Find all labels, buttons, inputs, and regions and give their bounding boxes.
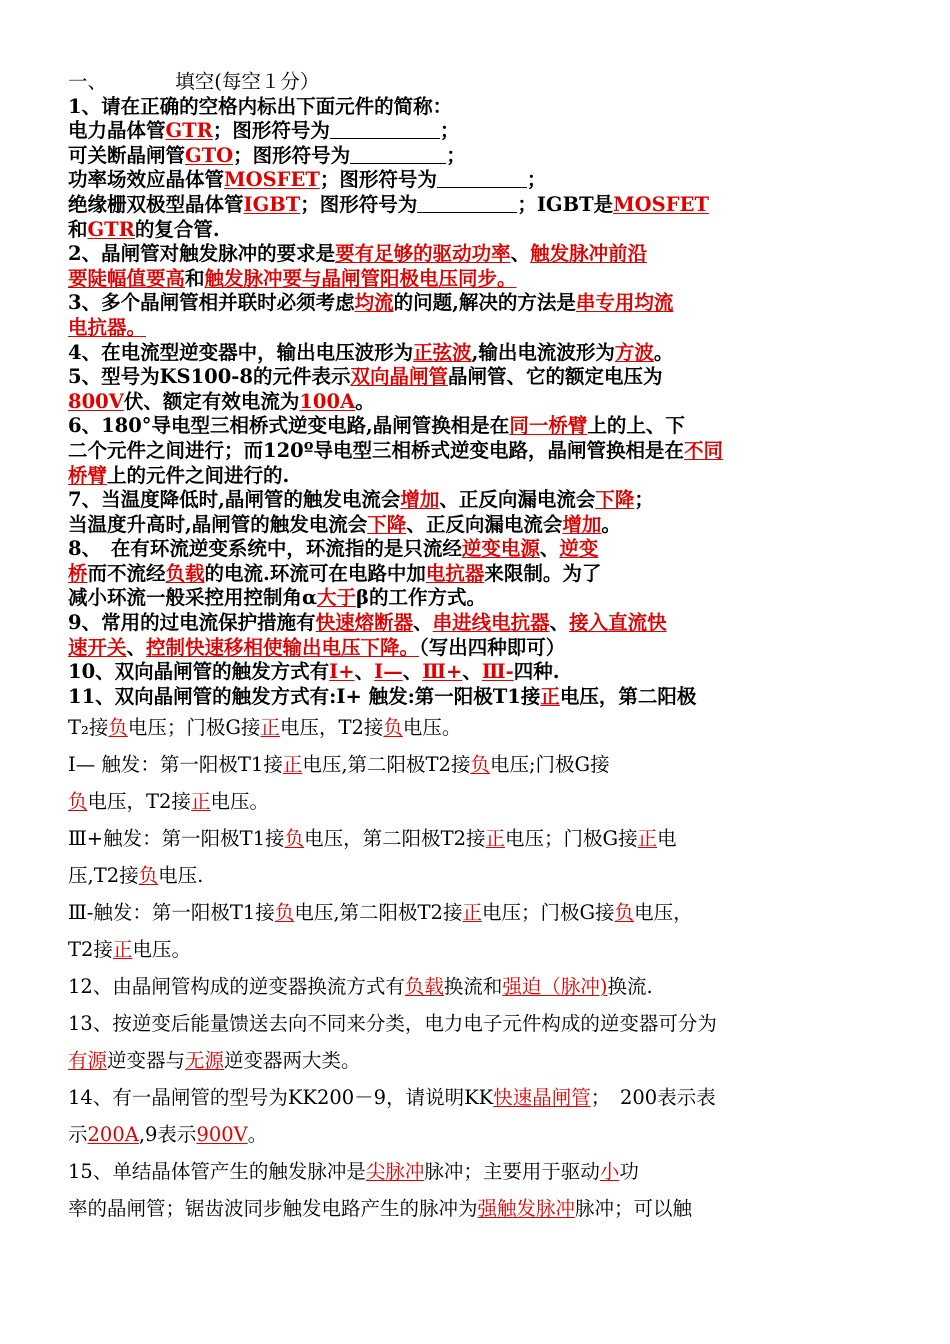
text-line: [68, 1153, 892, 1190]
answer-text: Ⅲ-: [481, 660, 514, 684]
question-text: ,输出电流波形为: [471, 340, 615, 364]
answer-text: 增加: [400, 488, 440, 512]
text-line: [68, 783, 892, 820]
question-text: 3、多个晶闸管相并联时必须考虑: [68, 291, 355, 315]
question-text: 减小环流一般采控用控制角α: [68, 586, 318, 610]
answer-text: 强触发脉冲: [477, 1197, 576, 1221]
question-text: 的问题,解决的方法是: [393, 291, 576, 315]
text-line: [68, 341, 892, 366]
answer-text: 负: [274, 901, 295, 925]
question-text: 4、在电流型逆变器中，输出电压波形为: [68, 340, 414, 364]
question-text: 电压,第二阳极T2接: [302, 753, 471, 777]
answer-text: MOSFET: [224, 168, 320, 192]
question-text: ；图形符号为: [319, 168, 437, 192]
question-text: 上的上、下: [587, 414, 685, 438]
question-text: I— 触发：第一阳极T1接: [68, 753, 283, 777]
answer-text: 负: [68, 790, 88, 814]
question-text: 而不流经: [87, 561, 166, 585]
text-line: [68, 488, 892, 513]
question-text: ；图形符号为: [233, 143, 351, 167]
answer-text: 要陡幅值要高: [68, 266, 186, 290]
text-line: [68, 709, 892, 746]
question-text: 电压，第二阳极T2接: [304, 827, 486, 851]
question-text: ；: [446, 143, 466, 167]
question-text: 和: [185, 266, 205, 290]
question-text: （写出四种即可）: [419, 635, 566, 659]
question-text: ,9表示: [138, 1123, 197, 1147]
answer-text: 电抗器: [425, 561, 485, 585]
question-text: 二个元件之间进行；而120º导电型三相桥式逆变电路，晶闸管换相是在: [68, 438, 684, 462]
answer-text: 正: [485, 827, 506, 851]
question-text: 绝缘栅双极型晶体管: [68, 192, 244, 216]
question-text: 14、有一晶闸管的型号为KK200－9，请说明KK: [68, 1086, 494, 1110]
question-text: ；图形符号为: [300, 192, 418, 216]
question-text: 、正反向漏电流会: [439, 488, 596, 512]
answer-text: 尖脉冲: [365, 1160, 425, 1184]
question-text: 一、 填空(每空１分）: [68, 70, 320, 93]
question-text: Ⅲ+触发：第一阳极T1接: [68, 827, 285, 851]
document-page: [68, 70, 892, 1227]
text-line: [68, 1079, 892, 1116]
answer-text: 桥: [68, 561, 88, 585]
answer-text: 串进线电抗器: [432, 611, 550, 635]
answer-text: 均流: [354, 291, 394, 315]
text-line: [68, 168, 892, 193]
answer-text: 接入直流快: [569, 611, 667, 635]
question-text: 7、当温度降低时,晶闸管的触发电流会: [68, 488, 401, 512]
question-text: 晶闸管、它的额定电压为: [447, 365, 663, 389]
answer-text: 200A: [87, 1123, 139, 1147]
answer-text: 正: [190, 790, 211, 814]
text-line: [68, 439, 892, 464]
answer-text: 负: [108, 716, 128, 740]
question-text: 率的晶闸管；锯齿波同步触发电路产生的脉冲为: [68, 1197, 478, 1221]
text-line: [68, 968, 892, 1005]
answer-text: I—: [374, 660, 403, 684]
answer-text: I+: [329, 660, 355, 684]
question-text: 来限制。为了: [484, 561, 602, 585]
question-text: Ⅲ-触发：第一阳极T1接: [68, 901, 275, 925]
answer-text: 桥臂: [68, 463, 108, 487]
text-line: [68, 685, 892, 710]
question-text: 电压.: [158, 864, 204, 888]
question-text: 13、按逆变后能量馈送去向不同来分类，电力电子元件构成的逆变器可分为: [68, 1012, 717, 1036]
question-text: 电压。: [132, 938, 191, 962]
question-text: 8、 在有环流逆变系统中，环流指的是只流经: [68, 537, 462, 561]
text-line: [68, 95, 892, 120]
text-line: [68, 857, 892, 894]
text-line: [68, 267, 892, 292]
answer-text: 正弦波: [413, 340, 472, 364]
answer-text: 无源: [185, 1049, 225, 1073]
question-text: 当温度升高时,晶闸管的触发电流会: [68, 512, 368, 536]
answer-text: 负载: [165, 561, 205, 585]
question-text: 、: [402, 660, 423, 684]
answer-text: 负: [614, 901, 635, 925]
question-text: T₂接: [68, 716, 109, 740]
question-text: 电压，T2接: [87, 790, 191, 814]
question-text: 和: [68, 217, 88, 241]
question-text: 电压。: [402, 716, 462, 740]
text-line: [68, 1116, 892, 1153]
answer-text: 900V: [196, 1123, 248, 1147]
question-text: 逆变器与: [107, 1049, 186, 1073]
question-text: ；: [526, 168, 547, 192]
question-text: 四种.: [513, 660, 560, 684]
question-text: 。: [247, 1123, 268, 1147]
answer-text: GTO: [185, 143, 234, 167]
answer-text: 正: [260, 716, 280, 740]
answer-text: 负: [284, 827, 305, 851]
question-text: T2接: [68, 938, 113, 962]
answer-text: 触发脉冲要与晶闸管阳极电压同步。: [204, 266, 517, 290]
answer-text: 正: [112, 938, 133, 962]
question-text: 、: [549, 611, 570, 635]
answer-text: 方波: [614, 340, 654, 364]
question-text: 伏、额定有效电流为: [123, 389, 300, 413]
answer-text: Ⅲ+: [422, 660, 463, 684]
text-line: [68, 1005, 892, 1042]
question-text: 、: [413, 611, 433, 635]
text-line: [68, 562, 892, 587]
question-text: 、: [539, 537, 560, 561]
question-text: 换流和: [443, 975, 503, 999]
answer-text: 控制快速移相使输出电压下降。: [146, 635, 420, 659]
answer-text: 速开关: [68, 635, 127, 659]
question-text: 电压，T2接: [279, 716, 384, 740]
question-text: 、正反向漏电流会: [406, 512, 563, 536]
text-line: [68, 894, 892, 931]
answer-text: 电抗器。: [68, 315, 147, 339]
answer-text: 负: [138, 864, 159, 888]
question-text: 9、常用的过电流保护措施有: [68, 611, 316, 635]
question-text: 脉冲；主要用于驱动: [424, 1160, 600, 1184]
question-text: 功: [619, 1160, 639, 1184]
question-text: 电压；门极G接: [127, 716, 261, 740]
answer-text: 要有足够的驱动功率: [335, 242, 511, 266]
question-text: 逆变器两大类。: [224, 1049, 361, 1073]
text-line: [68, 820, 892, 857]
question-text: 换流.: [607, 975, 653, 999]
question-text: 上的元件之间进行的.: [107, 463, 290, 487]
answer-text: 800V: [68, 389, 124, 413]
answer-text: 正: [637, 827, 658, 851]
question-text: 。: [355, 389, 375, 413]
fill-in-blank: [417, 194, 517, 213]
answer-text: 下降: [595, 488, 635, 512]
text-line: [68, 316, 892, 341]
answer-text: 双向晶闸管: [350, 365, 448, 389]
question-text: 电压；门极G接: [505, 827, 638, 851]
text-line: [68, 242, 892, 267]
question-text: 的电流.环流可在电路中加: [204, 561, 426, 585]
answer-text: 100A: [299, 389, 356, 413]
question-text: ；图形符号为: [212, 119, 330, 143]
question-text: 电: [657, 827, 677, 851]
fill-in-blank: [437, 169, 527, 188]
text-line: [68, 513, 892, 538]
answer-text: 有源: [68, 1049, 108, 1073]
answer-text: 不同: [683, 438, 723, 462]
text-line: [68, 193, 892, 218]
question-text: ；: [439, 119, 460, 143]
text-line: [68, 144, 892, 169]
question-text: 1、请在正确的空格内标出下面元件的简称：: [68, 94, 453, 118]
answer-text: 大于: [317, 586, 357, 610]
question-text: 、: [462, 660, 482, 684]
answer-text: 正: [540, 684, 560, 708]
question-text: 、: [126, 635, 147, 659]
question-text: 功率场效应晶体管: [68, 168, 225, 192]
answer-text: 同一桥臂: [509, 414, 588, 438]
text-line: [68, 414, 892, 439]
question-text: 电压；门极G接: [481, 901, 615, 925]
question-text: 。: [601, 512, 621, 536]
question-text: 电压，第二阳极: [559, 684, 697, 708]
text-line: [68, 537, 892, 562]
answer-text: 负: [383, 716, 403, 740]
answer-text: 触发脉冲前沿: [530, 242, 648, 266]
question-text: 的复合管.: [134, 217, 220, 241]
text-line: [68, 365, 892, 390]
question-text: 。: [653, 340, 674, 364]
question-text: 12、由晶闸管构成的逆变器换流方式有: [68, 975, 405, 999]
answer-text: 逆变电源: [461, 537, 540, 561]
question-text: 6、180°导电型三相桥式逆变电路,晶闸管换相是在: [68, 414, 510, 438]
question-text: 电压。: [210, 790, 269, 814]
question-text: 压,T2接: [68, 864, 139, 888]
answer-text: 快速熔断器: [315, 611, 414, 635]
answer-text: 串专用均流: [575, 291, 674, 315]
text-line: [68, 1042, 892, 1079]
text-line: [68, 390, 892, 415]
text-line: [68, 931, 892, 968]
answer-text: 下降: [367, 512, 407, 536]
answer-text: 快速晶闸管: [493, 1086, 591, 1110]
fill-in-blank: [330, 120, 440, 139]
question-text: 电压,第二阳极T2接: [294, 901, 463, 925]
question-text: 2、晶闸管对触发脉冲的要求是: [68, 242, 336, 266]
answer-text: 逆变: [559, 537, 599, 561]
text-line: [68, 746, 892, 783]
question-text: 示: [68, 1123, 88, 1147]
fill-in-blank: [350, 145, 446, 164]
text-line: [68, 636, 892, 661]
answer-text: MOSFET: [613, 192, 709, 216]
text-line: [68, 119, 892, 144]
question-text: 10、双向晶闸管的触发方式有: [68, 660, 330, 684]
question-text: 电力晶体管: [68, 119, 166, 143]
text-line: [68, 70, 892, 95]
answer-text: 负: [470, 753, 490, 777]
question-text: 、: [354, 660, 375, 684]
question-text: 、: [510, 242, 531, 266]
text-line: [68, 291, 892, 316]
question-text: 15、单结晶体管产生的触发脉冲是: [68, 1160, 366, 1184]
text-line: [68, 586, 892, 611]
text-line: [68, 611, 892, 636]
question-text: 11、双向晶闸管的触发方式有:I+ 触发:第一阳极T1接: [68, 684, 541, 708]
question-text: ；: [634, 488, 654, 512]
answer-text: 增加: [562, 512, 602, 536]
answer-text: 负载: [404, 975, 444, 999]
question-text: ；IGBT是: [517, 192, 614, 216]
answer-text: 正: [282, 753, 303, 777]
question-text: 电压，: [634, 901, 693, 925]
text-line: [68, 464, 892, 489]
question-text: 脉冲；可以触: [575, 1197, 693, 1221]
question-text: 电压;门极G接: [489, 753, 610, 777]
answer-text: 小: [599, 1160, 620, 1184]
answer-text: 正: [462, 901, 482, 925]
text-line: [68, 218, 892, 243]
question-text: 可关断晶闸管: [68, 143, 186, 167]
text-line: [68, 660, 892, 685]
question-text: 5、型号为KS100-8的元件表示: [68, 365, 351, 389]
answer-text: 强迫（脉冲): [502, 975, 608, 999]
answer-text: IGBT: [243, 192, 301, 216]
answer-text: GTR: [165, 119, 213, 143]
text-line: [68, 1190, 892, 1227]
answer-text: GTR: [87, 217, 135, 241]
question-text: ； 200表示表: [590, 1086, 716, 1110]
question-text: β的工作方式。: [356, 586, 486, 610]
